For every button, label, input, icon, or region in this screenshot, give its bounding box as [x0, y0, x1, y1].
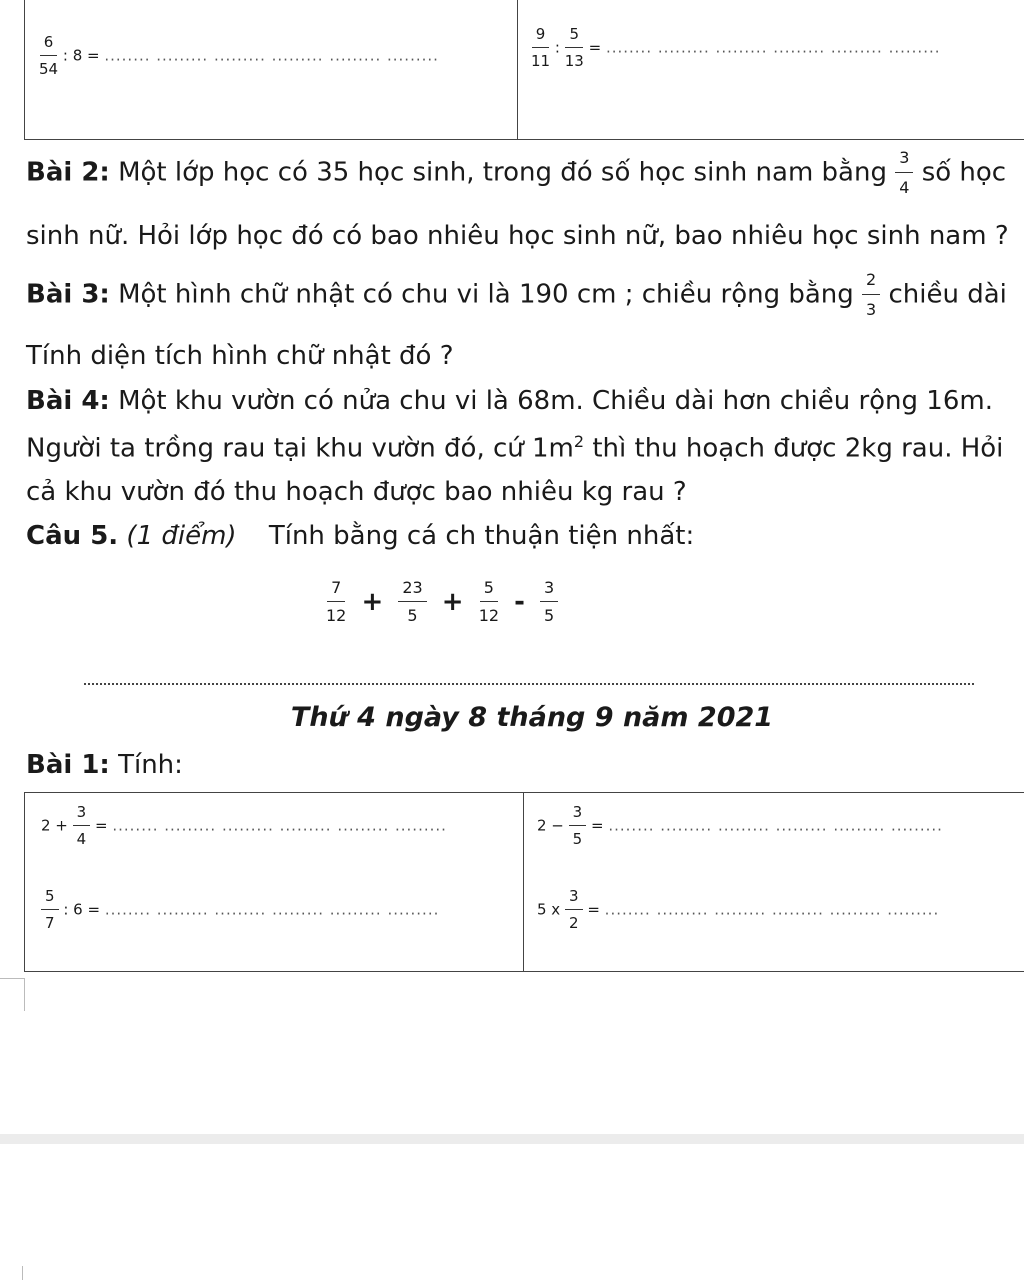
answer-dots: ........ ......... ......... ......... ......... ......... — [104, 46, 439, 65]
page-corner-mark — [22, 1266, 23, 1280]
answer-dots: ........ ......... ......... ......... ......... ......... — [604, 900, 940, 919]
exercise-text: Tính bằng cá ch thuận tiện nhất: — [268, 521, 695, 551]
answer-dots: ........ ......... ......... ......... ......... ......... — [112, 816, 447, 835]
exercise-label: Câu 5. — [26, 521, 119, 551]
exercise-text: Tính: — [109, 750, 183, 780]
expr-op: : — [554, 38, 560, 57]
exercise-text: Người ta trồng rau tại khu vườn đó, cứ 1m — [26, 433, 574, 464]
bottom-exercise-table — [24, 792, 1024, 972]
bai4-line3: cả khu vườn đó thu hoạch được bao nhiêu kg rau ? — [26, 477, 687, 507]
expr-rest: = — [588, 38, 602, 57]
superscript: 2 — [573, 432, 585, 451]
fraction: $\frac{5}{13}$ — [564, 25, 584, 70]
operator: + — [441, 587, 464, 617]
bai4-line1 — [26, 386, 993, 416]
exercise-text: Một khu vườn có nửa chu vi là 68m. Chiều dài hơn chiều rộng 16m. — [109, 386, 993, 416]
exercise-text: số học — [913, 157, 1007, 188]
page-corner-mark — [0, 978, 25, 1011]
cau5-line — [26, 521, 694, 551]
expr-cell-left — [39, 35, 439, 77]
expr-cell-r2-right: 5 x $\frac{3}{2}$ = ........ ......... ......... ......... ......... ......... — [537, 887, 940, 932]
points-label: (1 điểm) — [126, 521, 237, 551]
fraction: $\frac{2}{3}$ — [862, 272, 880, 318]
fraction: $\frac{3}{5}$ — [569, 805, 587, 847]
exercise-label: Bài 1: — [26, 750, 110, 780]
fraction: $\frac{3}{5}$ — [540, 580, 558, 624]
fraction: $\frac{23}{5}$ — [398, 580, 426, 624]
bai3-line1 — [26, 272, 1007, 318]
expr-cell-r1-left: 2 + $\frac{3}{4}$ = ........ ......... ......... ......... ......... ......... — [41, 803, 447, 848]
operator: - — [514, 587, 525, 617]
fraction: $\frac{3}{4}$ — [73, 805, 91, 847]
bai2-line2: sinh nữ. Hỏi lớp học đó có bao nhiêu học sinh nữ, bao nhiêu học sinh nam ? — [26, 221, 1009, 251]
fraction: $\frac{6}{54}$ — [39, 33, 59, 78]
exercise-text: chiều dài — [880, 279, 1007, 310]
fraction: $\frac{7}{12}$ — [326, 578, 347, 625]
bai2-line1 — [26, 150, 1006, 196]
date-heading: Thứ 4 ngày 8 tháng 9 năm 2021 — [290, 702, 774, 733]
table-divider — [523, 793, 524, 971]
bai1-line — [26, 750, 183, 780]
exercise-text: Một lớp học có 35 học sinh, trong đó số học sinh nam bằng — [109, 157, 896, 188]
expr-rest: : 8 = — [62, 46, 100, 65]
answer-dots: ........ ......... ......... ......... ......... ......... — [608, 816, 943, 835]
fraction: $\frac{5}{7}$ — [41, 889, 59, 931]
page-separator-band — [0, 1134, 1024, 1144]
cau5-expression — [326, 580, 558, 624]
answer-dots: ........ ......... ......... ......... ......... ......... — [104, 900, 440, 919]
exercise-text: Một hình chữ nhật có chu vi là 190 cm ; chiều rộng bằng — [109, 279, 863, 310]
dotted-separator — [84, 683, 974, 685]
expr-cell-right — [531, 27, 941, 69]
fraction: $\frac{3}{2}$ — [565, 889, 583, 931]
exercise-label: Bài 2: — [26, 157, 110, 188]
expr-cell-r2-left: $\frac{5}{7}$ : 6 = ........ ......... ......... ......... ......... ......... — [41, 889, 439, 931]
operator: + — [361, 587, 384, 617]
table-divider — [517, 0, 518, 139]
exercise-label: Bài 3: — [26, 279, 110, 310]
exercise-text: thì thu hoạch được 2kg rau. Hỏi — [584, 433, 1004, 464]
answer-dots: ........ ......... ......... ......... ......... ......... — [605, 38, 941, 57]
exercise-label: Bài 4: — [26, 386, 110, 416]
bai4-line2 — [26, 432, 1003, 464]
expr-cell-r1-right: 2 − $\frac{3}{5}$ = ........ ......... ......... ......... ......... ......... — [537, 803, 943, 848]
fraction: $\frac{3}{4}$ — [895, 150, 913, 196]
fraction: $\frac{5}{12}$ — [478, 578, 500, 625]
top-exercise-table — [24, 0, 1024, 140]
bai3-line2: Tính diện tích hình chữ nhật đó ? — [26, 341, 454, 371]
fraction: $\frac{9}{11}$ — [531, 25, 551, 70]
